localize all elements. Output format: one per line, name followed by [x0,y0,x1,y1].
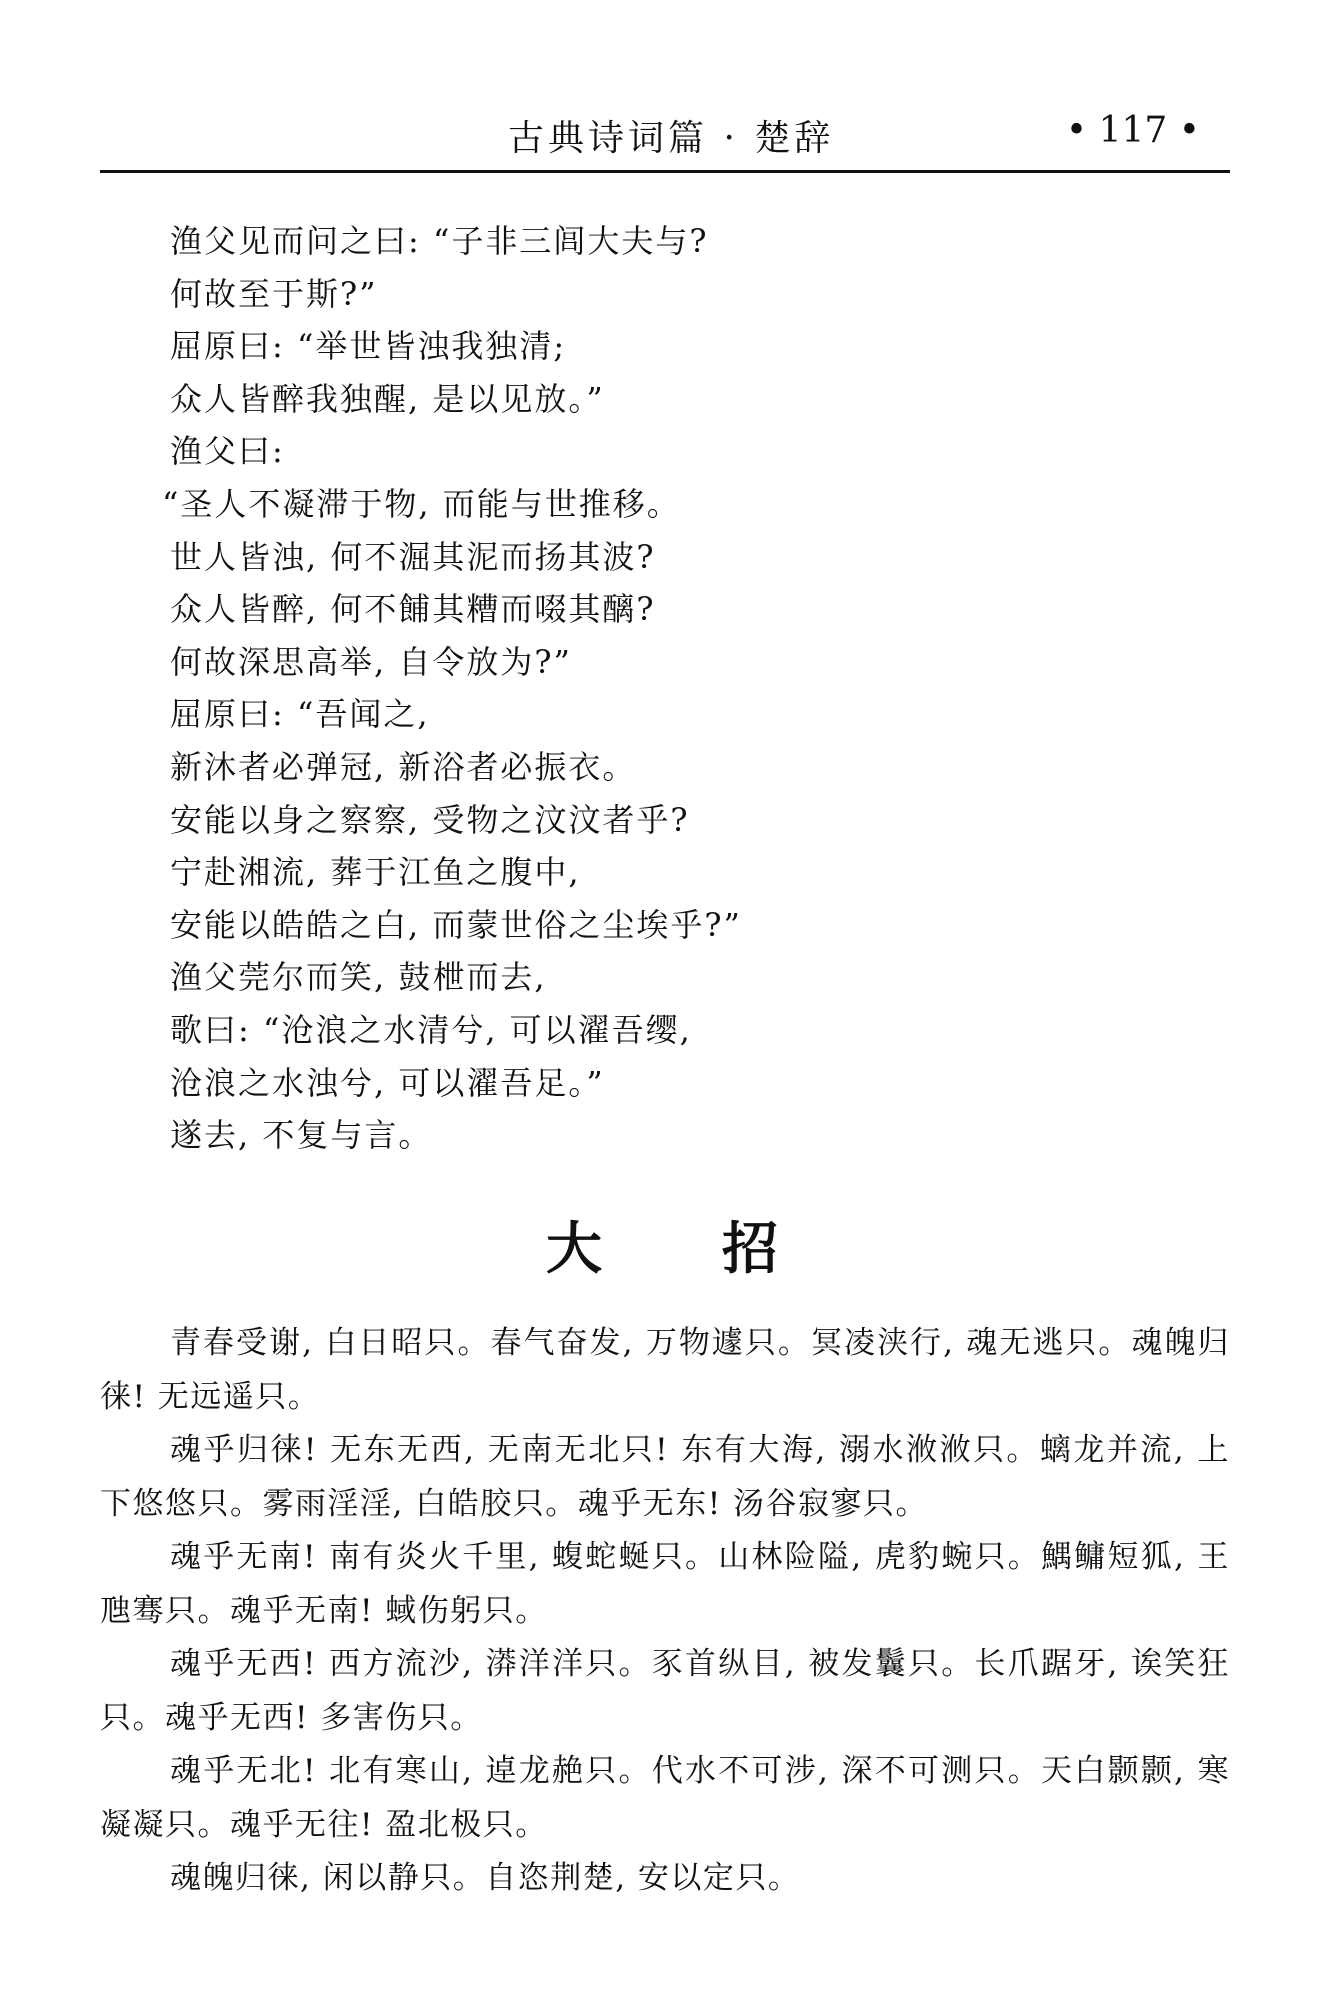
verse-block [162,215,1170,1162]
verse-line: 渔父曰: [170,432,285,471]
page-number: • 117 • [1065,110,1200,151]
verse-line: 沧浪之水浊兮, 可以濯吾足。” [170,1063,605,1102]
verse-line: 屈原曰: “吾闻之, [170,695,430,734]
verse-line: 世人皆浊, 何不淈其泥而扬其波? [170,537,656,576]
paragraph: 魂乎无南! 南有炎火千里, 蝮蛇蜒只。山林险隘, 虎豹蜿只。鰅鳙短狐, 王虺骞只。魂乎无南! 蜮伤躬只。 [100,1539,1230,1629]
paragraph: 魂乎无北! 北有寒山, 逴龙赩只。代水不可涉, 深不可测只。天白颢颢, 寒凝凝只。魂乎无往! 盈北极只。 [100,1753,1230,1843]
verse-line: 众人皆醉, 何不餔其糟而啜其醨? [170,590,656,629]
prose-block [100,1317,1230,1906]
paragraph: 魂乎无西! 西方流沙, 漭洋洋只。豕首纵目, 被发鬤只。长爪踞牙, 诶笑狂只。魂乎无西! 多害伤只。 [100,1646,1230,1736]
paragraph: 魂乎归徕! 无东无西, 无南无北只! 东有大海, 溺水浟浟只。螭龙并流, 上下悠悠只。雾雨淫淫, 白皓胶只。魂乎无东! 汤谷寂寥只。 [100,1432,1230,1522]
verse-line: 渔父见而问之曰: “子非三闾大夫与? [170,222,709,260]
verse-line: “圣人不凝滞于物, 而能与世推移。 [162,484,681,523]
verse-line: 歌曰: “沧浪之水清兮, 可以濯吾缨, [170,1010,692,1049]
verse-line: 屈原曰: “举世皆浊我独清; [170,327,567,366]
verse-line: 众人皆醉我独醒, 是以见放。” [170,379,605,418]
verse-line: 何故深思高举, 自令放为?” [170,642,572,681]
section-title: 大招 [546,1217,898,1282]
page-header [100,100,1230,170]
verse-line: 渔父莞尔而笑, 鼓枻而去, [170,958,547,997]
verse-line: 新沐者必弹冠, 新浴者必振衣。 [170,747,637,786]
running-title: 古典诗词篇 · 楚辞 [508,118,835,159]
verse-line: 何故至于斯?” [170,274,378,313]
paragraph: 魂魄归徕, 闲以静只。自恣荆楚, 安以定只。 [170,1860,801,1896]
verse-line: 安能以身之察察, 受物之汶汶者乎? [170,800,690,839]
verse-line: 遂去, 不复与言。 [170,1116,433,1155]
header-rule [100,170,1230,173]
verse-line: 安能以皓皓之白, 而蒙世俗之尘埃乎?” [170,905,742,944]
paragraph: 青春受谢, 白日昭只。春气奋发, 万物遽只。冥凌浃行, 魂无逃只。魂魄归徕! 无远遥只。 [100,1325,1230,1415]
verse-line: 宁赴湘流, 葬于江鱼之腹中, [170,853,581,892]
